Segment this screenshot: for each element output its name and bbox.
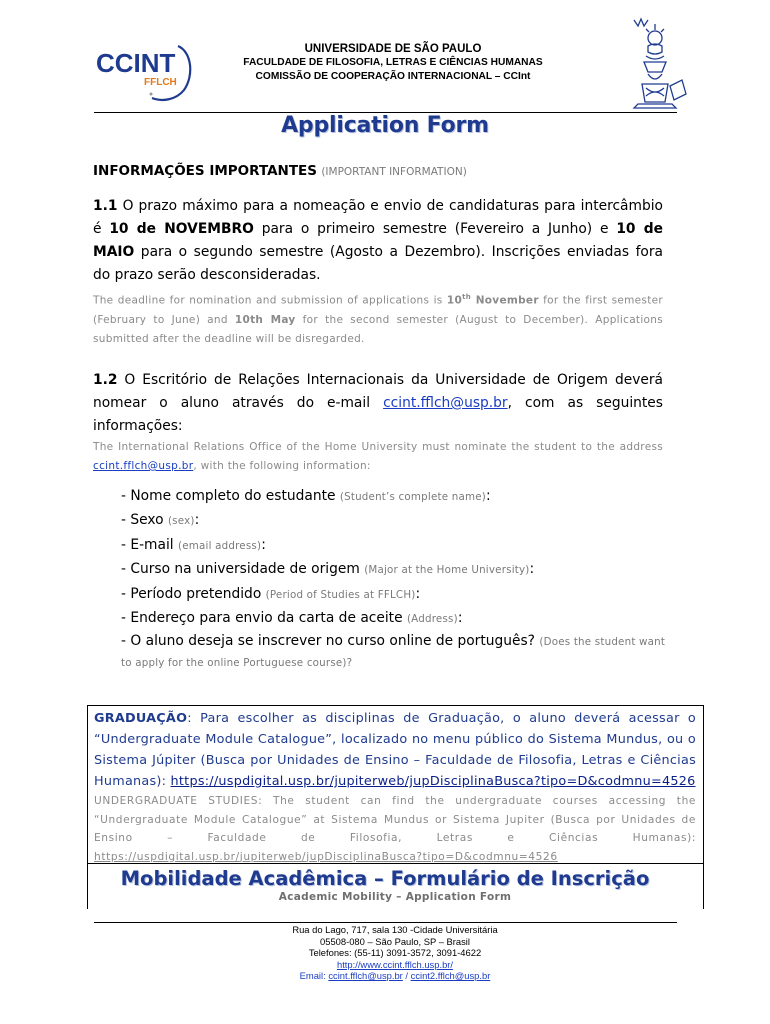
graduacao-label: GRADUAÇÃO [94, 711, 188, 726]
mobility-title: Mobilidade Acadêmica – Formulário de Inscrição [120, 867, 650, 890]
item-label: - E-mail [121, 536, 174, 553]
section-number: 1.1 [93, 198, 118, 214]
item-colon: : [457, 610, 463, 627]
section-text: O Escritório de Relações Internacionais da Universidade de Origem deverá nomear o aluno através do e-mail [93, 372, 663, 411]
item-label: - Nome completo do estudante [121, 488, 336, 504]
footer-phone: Telefones: (55-11) 3091-3572, 3091-4622 [308, 947, 482, 959]
footer-contact [0, 924, 770, 982]
email-link-2[interactable]: ccint2.fflch@usp.br [410, 970, 491, 982]
item-label: - Período pretendido [121, 585, 262, 602]
section-1-2-pt [93, 369, 663, 438]
ordinal-suffix: th [462, 293, 472, 301]
list-item [121, 558, 666, 582]
footer-divider [94, 922, 677, 923]
graduacao-text: : Para escolher as disciplinas de Graduação, o aluno deverá acessar o “Undergraduate Module Catalogue”, localizado no menu público do Sistema Mundus, ou o Sistema Júpiter (Busca por Unidades de Ensino – Faculdade de Filosofia, Letras e Ciências Humanas): [94, 711, 696, 789]
email-link-1[interactable]: ccint.fflch@usp.br [328, 970, 403, 982]
section-text: The International Relations Office of the Home University must nominate the student to the address [93, 441, 663, 453]
list-item [121, 509, 666, 533]
item-colon: : [261, 536, 266, 553]
deadline-november-en-month: November [471, 294, 539, 307]
faculty-name: FACULDADE DE FILOSOFIA, LETRAS E CIÊNCIAS HUMANAS [243, 57, 543, 68]
list-item [121, 583, 666, 607]
logo-ccint-text: CCINT [96, 48, 176, 78]
section-1-1-pt [93, 195, 663, 287]
section-number: 1.2 [93, 372, 118, 388]
section-text: for the first semester (February to June) and [93, 294, 663, 326]
undergraduate-info-box [87, 705, 704, 864]
email-label: Email: [299, 970, 326, 982]
section-text: , with the following information: [193, 460, 371, 472]
deadline-november-en: 10 [446, 294, 463, 307]
nomination-email-link-en[interactable]: ccint.fflch@usp.br [93, 460, 194, 472]
institution-header [200, 42, 586, 84]
list-item [121, 631, 666, 673]
footer-city: 05508-080 – São Paulo, SP – Brasil [320, 935, 470, 947]
important-info-en: (IMPORTANT INFORMATION) [321, 166, 467, 178]
ccint-logo [92, 42, 196, 102]
graduacao-text-en: UNDERGRADUATE STUDIES: The student can find the undergraduate courses accessing the “Undergraduate Module Catalogue” at Sistema Mundus or Sistema Jupiter (Busca por Unidades de Ensino – Faculdade de Filosofia, Letras e Ciências Humanas): [94, 795, 696, 844]
page-title: Application Form [281, 113, 489, 138]
logo-fflch-text: FFLCH [144, 77, 177, 88]
required-info-list [121, 485, 666, 673]
commission-name: COMISSÃO DE COOPERAÇÃO INTERNACIONAL – CCInt [255, 71, 531, 82]
important-info-heading [93, 163, 663, 179]
undergraduate-info-en [94, 792, 696, 866]
item-colon: : [415, 585, 421, 602]
item-colon: : [485, 488, 491, 504]
jupiter-catalogue-link[interactable]: https://uspdigital.usp.br/jupiterweb/jupDisciplinaBusca?tipo=D&codmnu=4526 [170, 774, 696, 789]
university-name: UNIVERSIDADE DE SÃO PAULO [304, 43, 482, 55]
item-label: - O aluno deseja se inscrever no curso online de português? [121, 633, 536, 650]
footer-address: Rua do Lago, 717, sala 130 -Cidade Universitária [292, 924, 498, 935]
important-info-pt: INFORMAÇÕES IMPORTANTES [93, 163, 318, 179]
item-hint: (Major at the Home University) [364, 564, 530, 577]
section-1-2-en [93, 438, 663, 476]
undergraduate-info-pt [94, 708, 696, 792]
list-item [121, 485, 666, 509]
usp-crest-logo [618, 16, 692, 112]
item-hint: (sex) [167, 515, 195, 528]
item-label: - Curso na universidade de origem [121, 561, 360, 578]
item-hint: (Does the student want to apply for the online Portuguese course)? [121, 636, 666, 670]
email-separator: / [402, 970, 411, 982]
section-text: The deadline for nomination and submission of applications is [93, 294, 447, 307]
website-link[interactable]: http://www.ccint.fflch.usp.br/ [336, 958, 454, 970]
list-item [121, 607, 666, 631]
item-hint: (Period of Studies at FFLCH) [265, 588, 416, 601]
list-item [121, 534, 666, 558]
section-text: O prazo máximo para a nomeação e envio de candidaturas para intercâmbio é [93, 198, 663, 237]
deadline-may: 10 de MAIO [93, 221, 663, 260]
section-text: for the second semester (August to December). Applications submitted after the deadline will be disregarded. [93, 313, 664, 345]
section-text: para o primeiro semestre (Fevereiro a Junho) e [253, 221, 617, 237]
section-1-1-en [93, 288, 663, 349]
deadline-november: 10 de NOVEMBRO [109, 221, 254, 237]
item-hint: (Student’s complete name) [339, 491, 486, 503]
item-hint: (Address) [406, 613, 458, 626]
deadline-may-en: 10th May [234, 313, 296, 326]
jupiter-catalogue-link-en[interactable]: https://uspdigital.usp.br/jupiterweb/jupDisciplinaBusca?tipo=D&codmnu=4526 [94, 850, 558, 863]
mobility-subtitle: Academic Mobility – Application Form [278, 891, 512, 903]
item-label: - Sexo [121, 512, 164, 529]
section-text: , com as seguintes informações: [93, 395, 663, 434]
item-hint: (email address) [178, 539, 262, 552]
item-colon: : [194, 512, 200, 529]
section-text: para o segundo semestre (Agosto a Dezembro). Inscrições enviadas fora do prazo serão desconsideradas. [93, 244, 663, 283]
nomination-email-link[interactable]: ccint.fflch@usp.br [383, 395, 508, 411]
item-label: - Endereço para envio da carta de aceite [121, 610, 403, 627]
item-colon: : [529, 561, 535, 578]
